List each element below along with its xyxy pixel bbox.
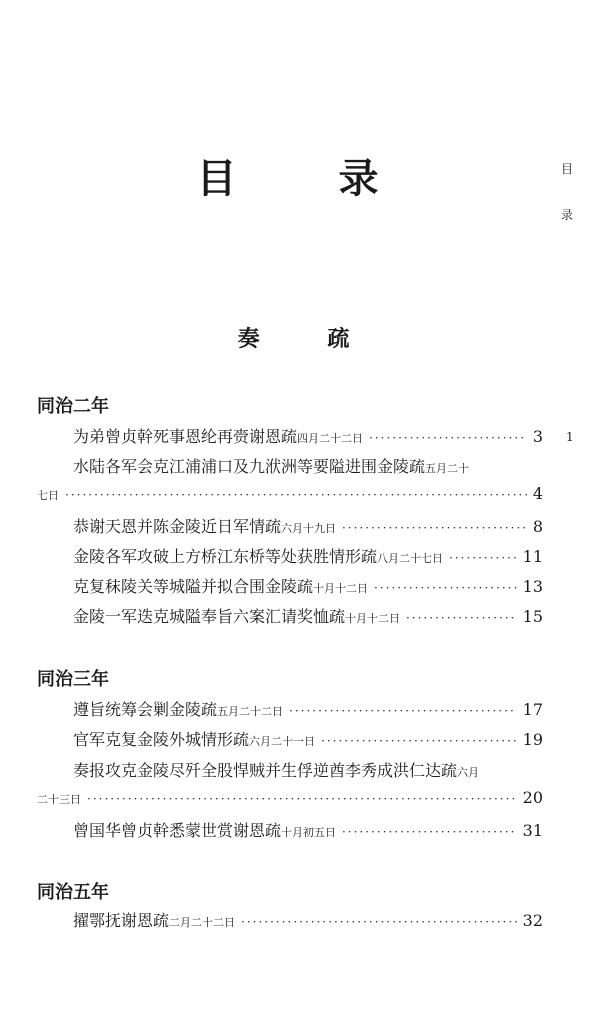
entry-date-part1: 五月二十 (425, 462, 470, 475)
entry-page: 11 (522, 547, 543, 566)
toc-entry[interactable] (73, 697, 543, 720)
entry-page: 17 (522, 700, 543, 719)
entry-title: 水陆各军会克江浦浦口及九洑洲等要隘进围金陵疏 (73, 457, 426, 476)
toc-entry-wrapped-line1[interactable] (73, 454, 469, 477)
entry-page: 32 (522, 911, 543, 930)
entry-date: 八月二十七日 (377, 552, 444, 565)
leader-dots (369, 431, 527, 445)
entry-title: 奏报攻克金陵尽歼全股悍贼并生俘逆酋李秀成洪仁达疏 (73, 761, 458, 780)
entry-date: 六月十九日 (281, 522, 337, 535)
side-label-mu: 目 (561, 162, 574, 176)
entry-title: 遵旨统筹会剿金陵疏 (73, 700, 218, 719)
leader-dots (449, 551, 517, 565)
toc-entry-wrapped-line2[interactable] (37, 484, 543, 503)
leader-dots (87, 792, 517, 806)
entry-page: 4 (532, 484, 543, 503)
entry-date: 十月初五日 (281, 826, 337, 839)
toc-entry-wrapped-line2[interactable] (37, 788, 543, 807)
entry-page: 8 (532, 517, 543, 536)
leader-dots (289, 704, 517, 718)
leader-dots (241, 915, 517, 929)
entry-title: 克复秣陵关等城隘并拟合围金陵疏 (73, 577, 314, 596)
toc-entry[interactable] (73, 604, 543, 627)
entry-page: 20 (522, 788, 543, 807)
leader-dots (342, 521, 527, 535)
entry-page: 15 (522, 607, 543, 626)
section-title: 奏 疏 (237, 326, 380, 352)
entry-date: 四月二十二日 (297, 432, 364, 445)
entry-title: 擢鄂抚谢恩疏 (73, 911, 170, 930)
side-page-number: 1 (566, 430, 574, 444)
entry-date: 六月二十一日 (249, 735, 316, 748)
entry-title: 金陵各军攻破上方桥江东桥等处获胜情形疏 (73, 547, 378, 566)
entry-page: 13 (522, 577, 543, 596)
entry-date-part2: 二十三日 (37, 793, 81, 806)
year-heading: 同治二年 (37, 396, 109, 417)
entry-date: 二月二十二日 (169, 916, 236, 929)
toc-entry[interactable] (73, 727, 543, 750)
entry-title: 恭谢天恩并陈金陵近日军情疏 (73, 517, 282, 536)
toc-entry-wrapped-line1[interactable] (73, 758, 479, 781)
entry-date-part2: 七日 (37, 489, 59, 502)
toc-entry[interactable] (73, 574, 543, 597)
toc-entry[interactable] (73, 514, 543, 537)
entry-title: 为弟曾贞幹死事恩纶再赍谢恩疏 (73, 427, 298, 446)
side-label-lu: 录 (561, 208, 574, 222)
entry-date: 十月十二日 (313, 582, 369, 595)
entry-title: 金陵一军迭克城隘奉旨六案汇请奖恤疏 (73, 607, 346, 626)
entry-page: 19 (522, 730, 543, 749)
entry-date-part1: 六月 (457, 766, 480, 779)
entry-page: 3 (532, 427, 543, 446)
leader-dots (342, 825, 517, 839)
page-title: 目 录 (196, 155, 423, 202)
year-heading: 同治五年 (37, 882, 109, 903)
entry-page: 31 (522, 821, 543, 840)
entry-date: 五月二十二日 (217, 705, 284, 718)
leader-dots (406, 611, 517, 625)
leader-dots (374, 581, 517, 595)
toc-entry[interactable] (73, 908, 543, 931)
toc-entry[interactable] (73, 424, 543, 447)
entry-title: 官军克复金陵外城情形疏 (73, 730, 250, 749)
entry-date: 十月十二日 (345, 612, 401, 625)
year-heading: 同治三年 (37, 669, 109, 690)
toc-entry[interactable] (73, 544, 543, 567)
leader-dots (321, 734, 517, 748)
leader-dots (65, 488, 527, 502)
toc-entry[interactable] (73, 818, 543, 841)
entry-title: 曾国华曾贞幹悉蒙世赏谢恩疏 (73, 821, 282, 840)
